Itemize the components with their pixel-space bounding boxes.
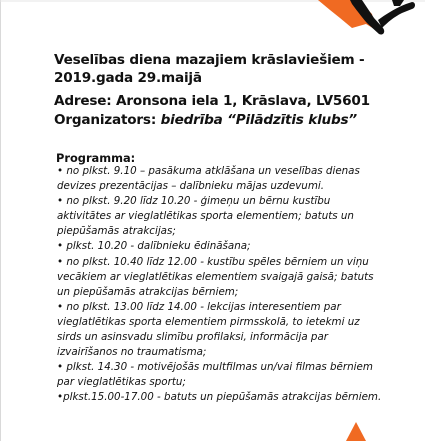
event-organizer	[54, 112, 357, 128]
program-item: • no plkst. 9.10 – pasākuma atklāšana un veselības dienas devizes prezentācijas – dalībnieku mājas uzdevumi.	[57, 165, 360, 193]
program-item: • plkst. 10.20 - dalībnieku ēdināšana;	[57, 240, 251, 253]
program-item: • plkst. 14.30 - motivējošās multfilmas un/vai filmas bērniem par vieglatlētikas sportu;	[57, 361, 373, 389]
program-item: • no plkst. 9.20 līdz 10.20 - ģimeņu un bērnu kustību aktivitātes ar vieglatlētikas sporta elementiem; batuts un piepūšamās atrakcijas;	[57, 195, 354, 238]
event-title-line-1: Veselības diena mazajiem krāslaviešiem -	[54, 52, 365, 68]
organizer-name: biedrība “Pilādzītis klubs”	[160, 112, 357, 128]
program-item: •plkst.15.00-17.00 - batuts un piepūšamās atrakcijas bērniem.	[57, 391, 382, 404]
program-item: • no plkst. 10.40 līdz 12.00 - kustību spēles bērniem un viņu vecākiem ar vieglatlētikas elementiem svaigajā gaisā; batuts un piepūšamās atrakcijas bērniem;	[57, 255, 374, 298]
program-item: • no plkst. 13.00 līdz 14.00 - lekcijas interesentiem par vieglatlētikas sporta elementiem pirmsskolā, to ietekmi uz sirds un asinsvadu slimību profilaksi, informācija par izvairīšanos no traumatisma;	[57, 300, 360, 359]
event-title-line-2: 2019.gada 29.maijā	[54, 70, 202, 86]
program-label: Programma:	[56, 151, 136, 165]
program-list	[57, 164, 382, 406]
organizer-label: Organizators:	[54, 112, 161, 128]
event-address: Adrese: Aronsona iela 1, Krāslava, LV5601	[54, 93, 370, 109]
